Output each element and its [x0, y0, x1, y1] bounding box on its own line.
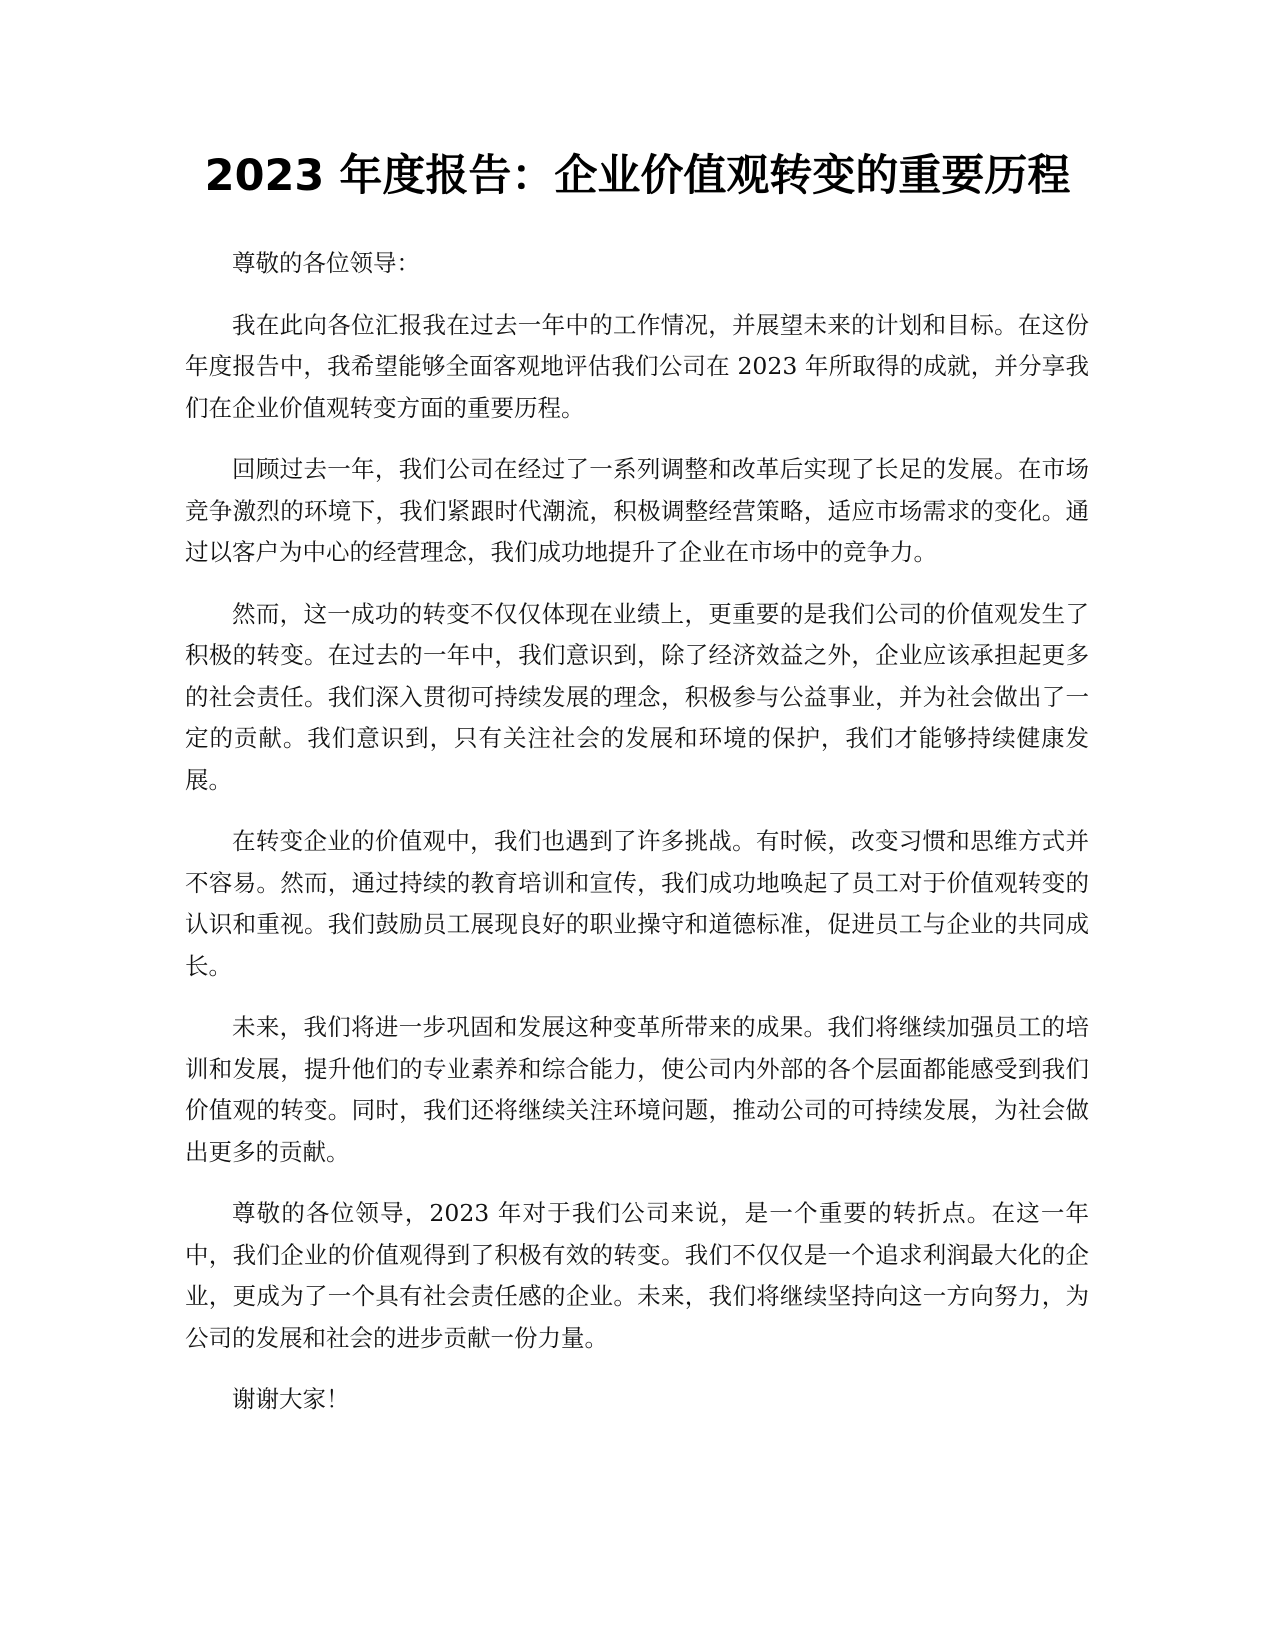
document-title: 2023 年度报告：企业价值观转变的重要历程: [204, 151, 1071, 201]
future-paragraph: 未来，我们将进一步巩固和发展这种变革所带来的成果。我们将继续加强员工的培训和发展，提升他们的专业素养和综合能力，使公司内外部的各个层面都能感受到我们价值观的转变。同时，我们还将继续关注环境问题，推动公司的可持续发展，为社会做出更多的贡献。: [185, 1013, 1089, 1166]
values-paragraph: 然而，这一成功的转变不仅仅体现在业绩上，更重要的是我们公司的价值观发生了积极的转变。在过去的一年中，我们意识到，除了经济效益之外，企业应该承担起更多的社会责任。我们深入贯彻可持续发展的理念，积极参与公益事业，并为社会做出了一定的贡献。我们意识到，只有关注社会的发展和环境的保护，我们才能够持续健康发展。: [185, 599, 1089, 794]
review-paragraph: 回顾过去一年，我们公司在经过了一系列调整和改革后实现了长足的发展。在市场竞争激烈的环境下，我们紧跟时代潮流，积极调整经营策略，适应市场需求的变化。通过以客户为中心的经营理念，我们成功地提升了企业在市场中的竞争力。: [185, 455, 1089, 566]
conclusion-paragraph: 尊敬的各位领导，2023 年对于我们公司来说，是一个重要的转折点。在这一年中，我们企业的价值观得到了积极有效的转变。我们不仅仅是一个追求利润最大化的企业，更成为了一个具有社会责任感的企业。未来，我们将继续坚持向这一方向努力，为公司的发展和社会的进步贡献一份力量。: [185, 1199, 1089, 1352]
challenges-paragraph: 在转变企业的价值观中，我们也遇到了许多挑战。有时候，改变习惯和思维方式并不容易。然而，通过持续的教育培训和宣传，我们成功地唤起了员工对于价值观转变的认识和重视。我们鼓励员工展现良好的职业操守和道德标准，促进员工与企业的共同成长。: [185, 827, 1089, 980]
thanks-paragraph: 谢谢大家！: [232, 1385, 350, 1413]
intro-paragraph: 我在此向各位汇报我在过去一年中的工作情况，并展望未来的计划和目标。在这份年度报告中，我希望能够全面客观地评估我们公司在 2023 年所取得的成就，并分享我们在企业价值观转变方面的重要历程。: [185, 310, 1089, 422]
document-body: [185, 243, 1089, 1441]
salutation-paragraph: 尊敬的各位领导：: [232, 249, 420, 277]
